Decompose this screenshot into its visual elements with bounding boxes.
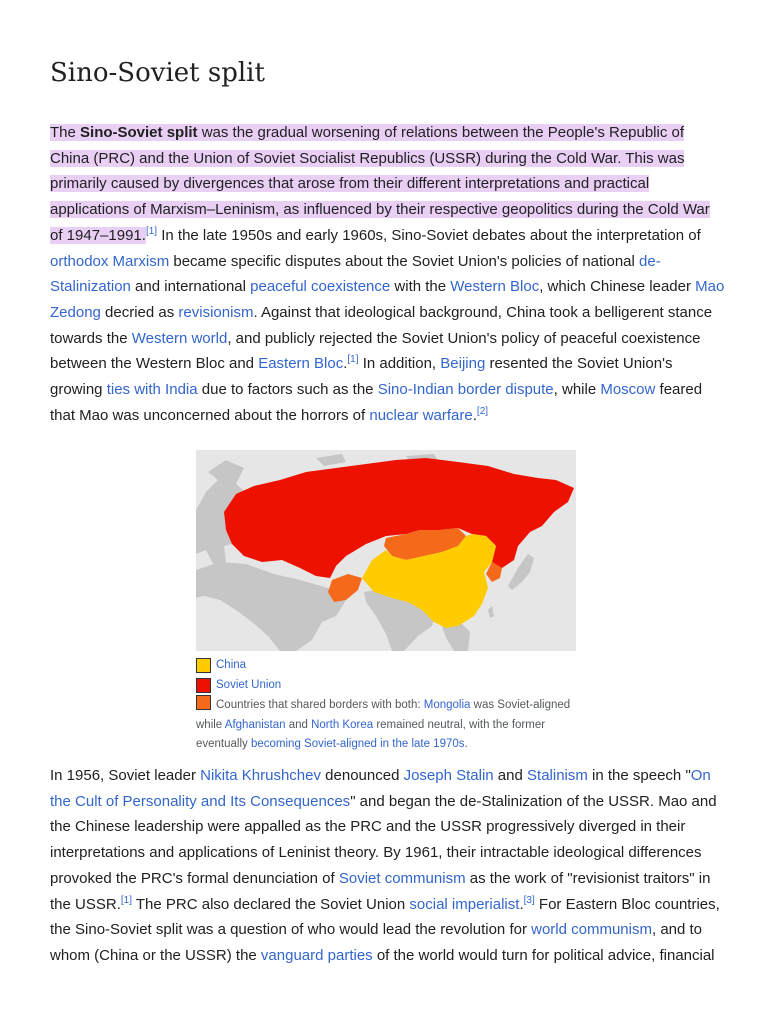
intro-text: became specific disputes about the Soviet Union's policies of national	[169, 252, 640, 270]
citation-link-2[interactable]: [2]	[476, 405, 489, 417]
body-text: of the world would turn for political advice, financial	[372, 946, 715, 964]
link-soviet-aligned-late-1970s[interactable]: becoming Soviet-aligned in the late 1970s	[250, 738, 465, 750]
shared-borders-swatch	[196, 695, 211, 710]
legend-text: .	[464, 738, 468, 750]
legend-item-shared-borders	[196, 695, 576, 755]
map-figure	[196, 450, 576, 755]
body-text: denounced	[321, 767, 404, 784]
citation	[347, 354, 358, 365]
body-text: in the speech "	[587, 767, 691, 784]
link-moscow[interactable]: Moscow	[600, 381, 656, 399]
intro-text: was the gradual worsening of relations between the People's Republic of China (PRC) and the Union of Soviet Socialist Republics (USSR) during the Cold War. This was primarily caused by divergences that arose from their different interpretations and practical applications of Marxism–Leninism, as influenced by their respective geopolitics during the Cold War of 1947–1991.	[50, 124, 710, 244]
legend-text: and	[285, 718, 312, 731]
intro-text: and international	[130, 278, 251, 296]
body-text: as the work of "revisionist traitors" in the USSR.	[50, 869, 711, 913]
article-subject-bold: Sino-Soviet split	[80, 124, 198, 141]
legend-text: remained neutral, with the former eventually	[196, 718, 546, 750]
intro-text: due to factors such as the	[197, 381, 378, 399]
intro-paragraph	[50, 120, 726, 428]
map-image[interactable]	[196, 450, 576, 651]
soviet-union-swatch	[196, 678, 211, 693]
link-soviet-communism[interactable]: Soviet communism	[338, 869, 466, 887]
intro-text: , and publicly rejected the Soviet Union's policy of peaceful coexistence between the Western Bloc and	[50, 329, 701, 373]
link-western-bloc[interactable]: Western Bloc	[450, 278, 540, 296]
map-legend	[196, 656, 576, 755]
citation-link-3[interactable]: [3]	[523, 894, 535, 906]
intro-text: . Against that ideological background, China took a belligerent stance towards the	[50, 303, 713, 347]
legend-item-china	[196, 656, 576, 676]
body-text: , and to whom (China or the USSR) the	[50, 921, 703, 964]
body-text: For Eastern Bloc countries, the Sino-Soviet split was a question of who would lead the revolution for	[50, 895, 720, 939]
link-social-imperialist[interactable]: social imperialist	[409, 895, 520, 913]
link-revisionism[interactable]: revisionism	[178, 303, 254, 321]
link-vanguard-parties[interactable]: vanguard parties	[260, 946, 373, 964]
intro-text: .	[472, 406, 477, 424]
link-afghanistan[interactable]: Afghanistan	[224, 718, 286, 731]
intro-text: resented the Soviet Union's growing	[50, 355, 673, 399]
intro-text: , while	[553, 381, 601, 399]
link-stalinism[interactable]: Stalinism	[527, 767, 588, 784]
body-text: and	[493, 767, 528, 784]
link-nuclear-warfare[interactable]: nuclear warfare	[369, 406, 473, 424]
link-orthodox-marxism[interactable]: orthodox Marxism	[50, 252, 170, 270]
body-text: The PRC also declared the Soviet Union	[132, 895, 410, 913]
intro-text: with the	[390, 278, 451, 296]
link-beijing[interactable]: Beijing	[440, 355, 486, 373]
body-text: .	[519, 895, 524, 913]
legend-text: Countries that shared borders with both:	[216, 699, 424, 711]
intro-text: In the late 1950s and early 1960s, Sino-Soviet debates about the interpretation of	[157, 226, 701, 244]
intro-text: In addition,	[358, 355, 441, 373]
body-text: " and began the de-Stalinization of the USSR. Mao and the Chinese leadership were appalled as the PRC and the USSR progressively diverged in their interpretations and applications of Leninist theory. By 1961, their intractable ideological differences provoked the PRC's formal denunciation of	[50, 792, 717, 887]
citation	[146, 226, 157, 237]
link-cult-of-personality-speech[interactable]: On the Cult of Personality and Its Consequences	[50, 767, 711, 810]
link-world-communism[interactable]: world communism	[531, 921, 652, 939]
citation	[477, 406, 488, 417]
body-paragraph	[50, 763, 726, 969]
intro-text: decried as	[100, 303, 179, 321]
link-mongolia[interactable]: Mongolia	[423, 699, 471, 711]
intro-text: .	[343, 355, 348, 373]
citation-link-1[interactable]: [1]	[145, 225, 158, 237]
intro-text: , which Chinese leader	[539, 278, 696, 296]
legend-item-soviet-union	[196, 676, 576, 696]
body-text: In 1956, Soviet leader	[50, 767, 201, 784]
link-ties-with-india[interactable]: ties with India	[106, 381, 198, 399]
intro-text: feared that Mao was unconcerned about the horrors of	[50, 381, 703, 424]
link-sino-indian-border-dispute[interactable]: Sino-Indian border dispute	[377, 381, 554, 399]
link-de-stalinization[interactable]: de-Stalinization	[50, 252, 661, 296]
legend-text: was Soviet-aligned while	[196, 699, 571, 731]
legend-link-soviet-union[interactable]: Soviet Union	[216, 678, 282, 691]
link-western-world[interactable]: Western world	[131, 329, 228, 347]
intro-text: The	[50, 124, 81, 141]
china-swatch	[196, 658, 211, 673]
citation-link-1[interactable]: [1]	[120, 894, 132, 906]
citation	[524, 895, 535, 906]
link-peaceful-coexistence[interactable]: peaceful coexistence	[250, 278, 391, 296]
link-joseph-stalin[interactable]: Joseph Stalin	[403, 767, 494, 784]
citation	[121, 895, 132, 906]
link-eastern-bloc[interactable]: Eastern Bloc	[258, 355, 344, 373]
link-nikita-khrushchev[interactable]: Nikita Khrushchev	[200, 767, 321, 784]
page-title: Sino-Soviet split	[50, 58, 265, 88]
legend-link-china[interactable]: China	[216, 659, 247, 671]
link-north-korea[interactable]: North Korea	[311, 718, 374, 731]
link-mao-zedong[interactable]: Mao Zedong	[50, 278, 725, 321]
citation-link-1[interactable]: [1]	[347, 354, 359, 366]
